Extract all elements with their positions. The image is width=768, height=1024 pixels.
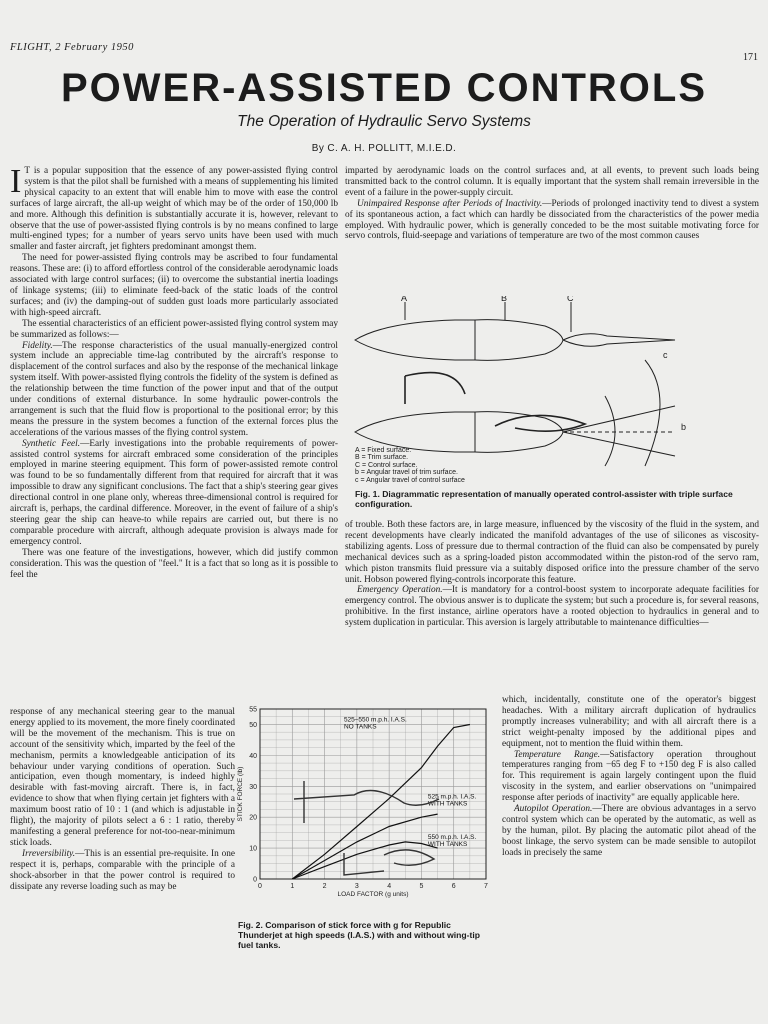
paragraph-intro xyxy=(10,166,338,253)
paragraph xyxy=(502,804,756,859)
article-title: POWER-ASSISTED CONTROLS xyxy=(60,66,708,110)
handwriting-from-mark xyxy=(405,373,465,404)
paragraph xyxy=(502,750,756,805)
section-head: Irreversibility. xyxy=(22,848,76,859)
x-tick-label: 7 xyxy=(484,883,488,890)
handwriting-lee-mark xyxy=(495,415,585,431)
annotation-line: 525 m.p.h. I.A.S. xyxy=(427,793,477,801)
page-number: 171 xyxy=(743,52,758,63)
y-tick-label: 40 xyxy=(249,752,257,760)
paragraph xyxy=(10,849,235,893)
series-annotation-3 xyxy=(428,834,477,848)
paragraph: The essential characteristics of an efficient power-assisted flying control system may be summarized as follows:— xyxy=(10,318,338,340)
figure-1-legend xyxy=(355,447,465,484)
x-axis-label: LOAD FACTOR (g units) xyxy=(337,891,409,898)
y-tick-label: 0 xyxy=(253,876,257,884)
column-3 xyxy=(502,695,756,1015)
paragraph: imparted by aerodynamic loads on the control surfaces and, at all events, to prevent such loads being transmitted back to the control column. It is equally important that the system shall remain irreversible in the event of a failure in the power-supply circuit. xyxy=(345,166,759,198)
y-axis-label: STICK FORCE (lb) xyxy=(237,766,244,822)
paragraph-text: —The response characteristics of the usual manually-energized control system include an appreciable time-lag contributed by the aircraft's response to displacement of the control surfaces and also by the response of the mechanical linkage system itself. With power-assisted flying controls the fidelity of the system is defined as the relationship between the time function of the power input and that of the output under conditions of external disturbance. In some hydraulic power-controls the arrangement is such that the fluid flow is proportional to the positional error; by this means the pressure in the system becomes a function of the external forces plus the accelerations of the various masses of the flying control system. xyxy=(10,340,338,438)
figure-2 xyxy=(234,703,496,1013)
annotation-line: 525–550 m.p.h. I.A.S. xyxy=(343,716,407,724)
paragraph: which, incidentally, constitute one of the operator's biggest headaches. With a military aircraft duplication of hydraulics promptly increases vulnerability; and with all aircraft there is a strict weight-penalty imposed by the additional pipes and equipment, not to mention the fluid within them. xyxy=(502,695,756,749)
control-deflected-2 xyxy=(563,432,675,456)
section-head: Unimpaired Response after Periods of Inactivity. xyxy=(357,198,543,209)
control-surface-upper xyxy=(563,334,675,347)
paragraph: of trouble. Both these factors are, in large measure, influenced by the viscosity of the fluid in the system, and recent developments have clearly indicated the manifold advantages of the use of silicones as viscosity-stabilizing agents. Loss of pressure due to thermal contraction of the fluid can also be compensated by purely mechanical devices such as a spring-loaded piston accommodated within the piston-rod of the servo ram, which piston transmits fluid pressure via a suitably disposed orifice into the pressure chamber of the servo unit. Hobson powered flying-controls incorporate this feature. xyxy=(345,520,759,585)
x-tick-label: 4 xyxy=(387,883,392,890)
annotation-line: WITH TANKS xyxy=(427,840,468,848)
legend-item: C = Control surface. xyxy=(355,461,418,469)
article-subtitle: The Operation of Hydraulic Servo Systems xyxy=(237,113,531,130)
paragraph xyxy=(10,341,338,439)
annotation-line: NO TANKS xyxy=(343,723,377,731)
figure-1-caption: Fig. 1. Diagrammatic representation of manually operated control-assister with triple surface configuration. xyxy=(355,489,733,509)
label-c-small: c xyxy=(663,350,668,360)
column-2-middle xyxy=(345,520,759,695)
column-1-lower xyxy=(10,707,235,1014)
x-tick-label: 3 xyxy=(354,883,359,890)
x-tick-label: 2 xyxy=(322,883,327,890)
article-byline: By C. A. H. POLLITT, M.I.E.D. xyxy=(311,143,457,154)
figure-1 xyxy=(345,296,759,518)
legend-item: A = Fixed surface. xyxy=(355,447,412,454)
x-tick-label: 0 xyxy=(258,883,262,890)
paragraph-text: T is a popular supposition that the essence of any power-assisted flying control system is that the pilot shall be furnished with a means of supplementing his limited physical capacity to an extent that will enable him to move with ease the control surfaces of large aircraft, the all-up weight of which may be of the order of 150,000 lb and more. Although this definition is substantially accurate it is, however, relevant to observe that the use of power-assisted flying controls is by no means confined to large multi-engined types; for a number of years servo units have been used with much smaller and faster aircraft, jet fighters predominant amongst them. xyxy=(10,166,338,253)
paragraph-text: —Early investigations into the probable requirements of power-assisted control systems for aircraft embraced some consideration of the principles employed in marine steering equipment. This form of power-assisted remote control was found to be so fundamentally different from that required for aircraft that it was impossible to draw any significant conclusions. The fact that a ship's steering gear gives directional control in one plane only, whereas three-dimensional control is required for aircraft is, perhaps, the cardinal difference. Moreover, in the event of failure of a ship's steering gear the ship can heave-to while repairs are carried out, but there is no comparable procedure with aircraft, although adequate provision is always made for emergency control. xyxy=(10,438,338,547)
y-tick-label: 30 xyxy=(249,783,257,791)
series-annotation-1 xyxy=(344,716,407,730)
label-b-small: b xyxy=(681,422,687,432)
annotation-line: 550 m.p.h. I.A.S. xyxy=(427,833,477,841)
paragraph: There was one feature of the investigations, however, which did justify common consideration. This was the question of "feel." It is a fact that so long as it is possible to feel the xyxy=(10,547,338,580)
travel-arc-b xyxy=(605,396,615,466)
section-head: Temperature Range. xyxy=(514,749,601,760)
control-deflected-1 xyxy=(563,406,675,432)
paragraph xyxy=(10,439,338,548)
label-a: A xyxy=(401,296,408,303)
paragraph-text: —There are obvious advantages in a servo control system which can be operated by the automatic, as well as by the human, pilot. By placing the automatic pilot ahead of the boost linkage, the servo system can be made sensible to autopilot loads in precisely the same xyxy=(502,804,756,858)
drop-cap: I xyxy=(10,166,22,200)
column-1 xyxy=(10,166,338,706)
fixed-surface-lower xyxy=(355,412,475,452)
legend-item: B = Trim surface. xyxy=(355,454,409,462)
paragraph-text: —It is mandatory for a control-boost system to incorporate adequate facilities for emergency control. The obvious answer is to duplicate the system; but such a procedure is, for several reasons, prohibitive. In the first instance, airline operators have a rooted objection to hydraulics in general and to system duplication in particular. This aversion is largely attributable to maintenance difficulties— xyxy=(345,585,759,629)
trim-surface-upper xyxy=(475,320,563,361)
y-tick-label: 50 xyxy=(249,721,257,729)
section-head: Autopilot Operation. xyxy=(514,804,593,815)
y-tick-label: 10 xyxy=(249,845,257,853)
x-tick-label: 1 xyxy=(290,883,295,890)
x-tick-label: 5 xyxy=(419,883,424,890)
paragraph-text: —This is an essential pre-requisite. In one respect it is, perhaps, comparable with the principle of a shock-absorber in that the power control is required to dissipate any reverse loading such as may be xyxy=(10,848,235,892)
section-head: Emergency Operation. xyxy=(357,585,443,596)
legend-item: c = Angular travel of control surface xyxy=(355,476,465,484)
column-2-top xyxy=(345,166,759,286)
section-head: Synthetic Feel. xyxy=(22,438,81,449)
x-tick-label: 6 xyxy=(451,883,456,890)
handwriting-from-mark xyxy=(294,781,439,823)
figure-2-caption: Fig. 2. Comparison of stick force with g for Republic Thunderjet at high speeds (I.A.S.) with and without wing-tip fuel tanks. xyxy=(238,920,481,950)
section-head: Fidelity. xyxy=(22,340,53,351)
fixed-surface-upper xyxy=(355,320,475,360)
series-line-2 xyxy=(292,814,437,879)
label-b: B xyxy=(501,296,508,303)
paragraph xyxy=(345,585,759,629)
paragraph: The need for power-assisted flying controls may be ascribed to four fundamental reasons. These are: (i) to afford effortless control of the considerable aerodynamic loads associated with large control surfaces; (ii) to overcome the substantial inertia loadings of linkage systems; (iii) to eliminate feed-back of the static loads of the control surfaces; and (iv) the damping-out of sudden gust loads more particularly associated with high-speed aircraft. xyxy=(10,253,338,318)
running-head: FLIGHT, 2 February 1950 xyxy=(10,42,134,53)
label-c: C xyxy=(567,296,574,303)
annotation-line: WITH TANKS xyxy=(427,800,468,808)
paragraph-text: —Periods of prolonged inactivity tend to divest a system of its spontaneous action, a fact which can hardly be dissociated from the characteristics of the power media employed. With hydraulic power, which is generally conceded to be the most suitable motivating force for servo controls, fluid-seepage and variations of temperature are two of the most common causes xyxy=(345,198,759,242)
y-tick-label: 20 xyxy=(249,814,257,822)
paragraph xyxy=(345,199,759,243)
legend-item: b = Angular travel of trim surface. xyxy=(355,469,458,477)
paragraph: response of any mechanical steering gear to the manual energy applied to its movement, the more finely coordinated will be the movement of the mechanism. This is true on account of the sensitivity which, imparted by the feel of the mechanism, permits a knowledgeable anticipation of its behaviour under varying conditions of operation. Such anticipation, even though momentary, is indeed highly desirable with fast-moving aircraft. There is, in fact, evidence to show that when flying certain jet fighters with a maximum boost ratio of 10 : 1 (and which is adjustable in flight), the majority of pilots select a 6 : 1 ratio, thereby manifesting a general preference for not-too-near-minimum stick loads. xyxy=(10,707,235,848)
y-tick-label: 55 xyxy=(249,706,257,714)
stick-force-chart xyxy=(234,703,496,915)
paragraph-text: —Satisfactory operation throughout temperatures ranging from −65 deg F to +150 deg F is also called for. This requirement is again largely contingent upon the fluid viscosity in the system, and earlier observations on "unimpaired response after periods of inactivity" are equally applicable here. xyxy=(502,749,756,804)
